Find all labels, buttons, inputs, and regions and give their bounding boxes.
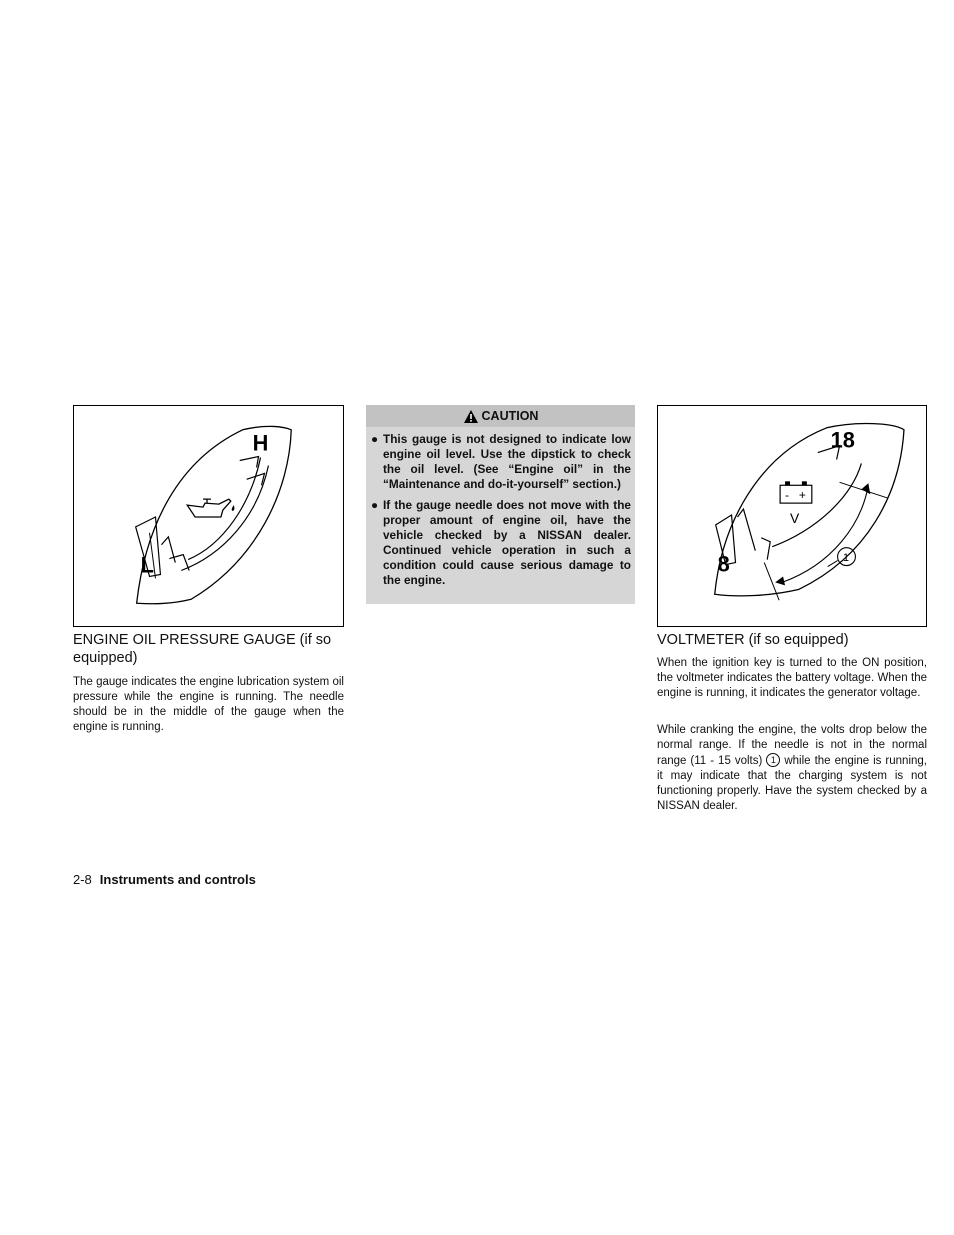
- caution-item-text: This gauge is not designed to indicate low engine oil level. Use the dipstick to check the oil level. (See “Engine oil” in the “Maintenance and do-it-yourself” section.): [383, 432, 631, 491]
- oil-pressure-gauge-illustration: [74, 406, 343, 626]
- battery-icon: [780, 481, 812, 503]
- voltmeter-paragraph-2-end: while the engine is running, it may indicate that the charging system is not functioning properly. Have the system checked by a NISSAN dealer.: [657, 755, 927, 812]
- oil-gauge-heading: ENGINE OIL PRESSURE GAUGE (if so equipped): [73, 632, 332, 666]
- bullet-icon: ●: [371, 498, 379, 512]
- battery-minus: -: [785, 488, 790, 503]
- circled-number-1: 1: [766, 753, 780, 767]
- voltmeter-figure: [657, 405, 927, 627]
- gauge-low-label: L: [140, 552, 154, 578]
- caution-item: [370, 432, 631, 492]
- page-footer: [73, 872, 256, 887]
- voltmeter-min-label: 8: [717, 551, 730, 577]
- oil-gauge-paragraph: The gauge indicates the engine lubrication system oil pressure while the engine is running. The needle should be in the middle of the gauge when the engine is running.: [73, 676, 344, 733]
- caution-box: [366, 405, 635, 604]
- gauge-high-label: H: [252, 430, 269, 456]
- caution-item-text: If the gauge needle does not move with the proper amount of engine oil, have the vehicle checked by a NISSAN dealer. Continued vehicle operation in such a condition could cause serious damage to the engine.: [383, 498, 631, 587]
- section-name: Instruments and controls: [99, 872, 256, 887]
- caution-title: CAUTION: [481, 409, 539, 423]
- oil-can-icon: [187, 499, 234, 517]
- oil-pressure-gauge-figure: [73, 405, 344, 627]
- battery-plus: +: [798, 488, 806, 503]
- voltmeter-paragraph-1: When the ignition key is turned to the ON position, the voltmeter indicates the battery voltage. When the engine is running, it indicates the generator voltage.: [657, 657, 927, 699]
- page-number: 2-8: [73, 872, 92, 887]
- bullet-icon: ●: [371, 432, 379, 446]
- voltmeter-heading: VOLTMETER (if so equipped): [657, 632, 849, 648]
- caution-list: [366, 427, 635, 588]
- callout-number: 1: [843, 552, 850, 565]
- voltmeter-illustration: [658, 406, 926, 626]
- voltmeter-max-label: 18: [830, 427, 855, 453]
- caution-item: [370, 498, 631, 588]
- warning-triangle-icon: [463, 409, 479, 424]
- voltmeter-paragraph-2: [657, 723, 927, 814]
- voltmeter-paragraph-2-start: While cranking the engine, the volts drop below the normal range. If the needle is not in the normal range (11 - 15 volts): [657, 724, 927, 767]
- caution-header: [366, 405, 635, 427]
- voltmeter-unit-label: V: [790, 509, 800, 526]
